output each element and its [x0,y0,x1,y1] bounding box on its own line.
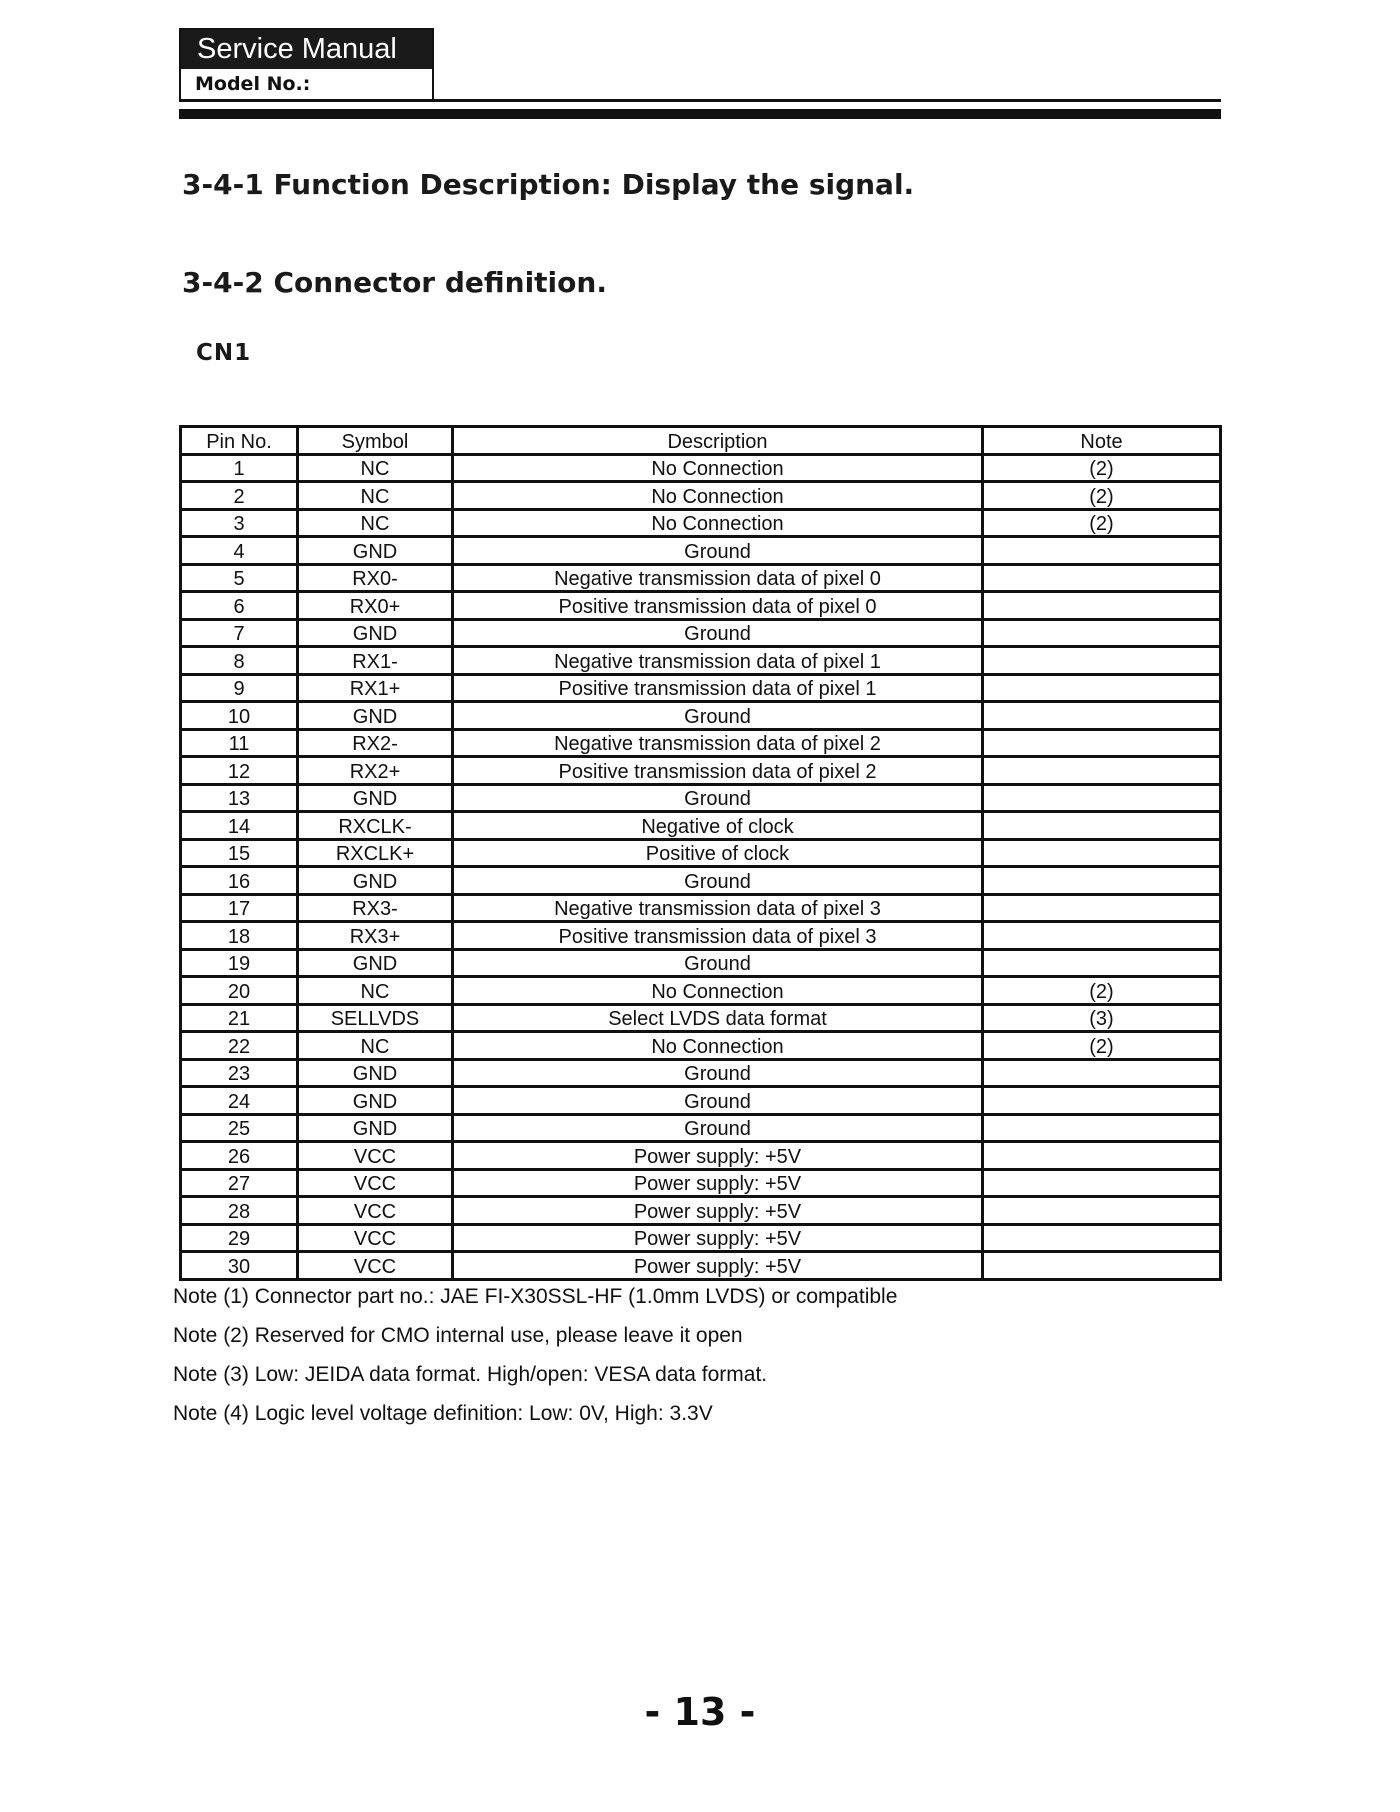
description-cell: Ground [454,1088,984,1116]
note-cell: (2) [984,978,1222,1006]
symbol-cell: NC [299,511,454,539]
note-cell [984,676,1222,704]
description-cell: Negative transmission data of pixel 0 [454,566,984,594]
note-cell [984,1116,1222,1144]
description-cell: Negative transmission data of pixel 1 [454,648,984,676]
table-row [182,1088,1222,1116]
pin-number-cell: 9 [182,676,299,704]
note-cell [984,1226,1222,1254]
table-row [182,1143,1222,1171]
note-line: Note (2) Reserved for CMO internal use, please leave it open [173,1324,743,1347]
symbol-cell: RX1- [299,648,454,676]
symbol-cell: NC [299,978,454,1006]
note-cell: (2) [984,1033,1222,1061]
pin-number-cell: 1 [182,456,299,484]
header-symbol: Symbol [299,428,454,456]
symbol-cell: RXCLK+ [299,841,454,869]
description-cell: Ground [454,951,984,979]
pin-definition-table [179,425,1222,1281]
symbol-cell: GND [299,1088,454,1116]
pin-number-cell: 26 [182,1143,299,1171]
table-row [182,1226,1222,1254]
note-cell [984,648,1222,676]
table-row [182,676,1222,704]
pin-number-cell: 23 [182,1061,299,1089]
note-cell [984,703,1222,731]
note-cell [984,896,1222,924]
connector-definition-heading: 3-4-2 Connector definition. [182,266,607,299]
description-cell: Positive transmission data of pixel 1 [454,676,984,704]
pin-number-cell: 2 [182,483,299,511]
header-pin-no: Pin No. [182,428,299,456]
symbol-cell: GND [299,951,454,979]
description-cell: Power supply: +5V [454,1253,984,1281]
pin-number-cell: 27 [182,1171,299,1199]
pin-number-cell: 4 [182,538,299,566]
pin-number-cell: 14 [182,813,299,841]
description-cell: Positive of clock [454,841,984,869]
symbol-cell: SELLVDS [299,1006,454,1034]
table-row [182,978,1222,1006]
symbol-cell: RX3- [299,896,454,924]
description-cell: Ground [454,621,984,649]
note-cell [984,1198,1222,1226]
description-cell: No Connection [454,978,984,1006]
note-cell [984,1171,1222,1199]
table-row [182,1171,1222,1199]
description-cell: Positive transmission data of pixel 2 [454,758,984,786]
notes-list [173,1283,897,1439]
connector-name: CN1 [196,340,252,366]
symbol-cell: RX2- [299,731,454,759]
note-line: Note (1) Connector part no.: JAE FI-X30SSL-HF (1.0mm LVDS) or compatible [173,1285,898,1308]
description-cell: Positive transmission data of pixel 3 [454,923,984,951]
header-title: Service Manual [181,30,432,69]
table-header-row [182,428,1222,456]
description-cell: Power supply: +5V [454,1143,984,1171]
symbol-cell: GND [299,538,454,566]
pin-number-cell: 5 [182,566,299,594]
description-cell: Ground [454,786,984,814]
note-cell: (2) [984,511,1222,539]
table-row [182,456,1222,484]
table-row [182,1006,1222,1034]
description-cell: Ground [454,868,984,896]
symbol-cell: GND [299,1061,454,1089]
pin-number-cell: 13 [182,786,299,814]
table-row [182,483,1222,511]
note-line: Note (3) Low: JEIDA data format. High/open: VESA data format. [173,1363,768,1386]
table-row [182,758,1222,786]
header-rule-thin [179,99,1221,102]
table-row [182,896,1222,924]
note-cell [984,923,1222,951]
header-box [179,28,434,99]
note-cell [984,1061,1222,1089]
pin-number-cell: 3 [182,511,299,539]
symbol-cell: RX2+ [299,758,454,786]
table-row [182,1198,1222,1226]
pin-number-cell: 6 [182,593,299,621]
pin-number-cell: 24 [182,1088,299,1116]
note-cell [984,731,1222,759]
pin-number-cell: 30 [182,1253,299,1281]
pin-number-cell: 28 [182,1198,299,1226]
pin-number-cell: 15 [182,841,299,869]
description-cell: No Connection [454,456,984,484]
symbol-cell: GND [299,868,454,896]
pin-number-cell: 25 [182,1116,299,1144]
note-cell: (2) [984,483,1222,511]
model-number-label: Model No.: [181,69,432,99]
description-cell: Power supply: +5V [454,1198,984,1226]
symbol-cell: GND [299,621,454,649]
pin-number-cell: 10 [182,703,299,731]
table-row [182,868,1222,896]
symbol-cell: GND [299,1116,454,1144]
symbol-cell: RXCLK- [299,813,454,841]
pin-number-cell: 16 [182,868,299,896]
symbol-cell: GND [299,703,454,731]
note-cell [984,1143,1222,1171]
header-rule-thick [179,109,1221,119]
pin-number-cell: 18 [182,923,299,951]
symbol-cell: VCC [299,1171,454,1199]
description-cell: Negative transmission data of pixel 3 [454,896,984,924]
table-row [182,951,1222,979]
table-row [182,813,1222,841]
description-cell: Ground [454,538,984,566]
note-cell: (3) [984,1006,1222,1034]
description-cell: No Connection [454,483,984,511]
note-cell [984,758,1222,786]
table-row [182,731,1222,759]
note-cell [984,951,1222,979]
table-row [182,566,1222,594]
description-cell: No Connection [454,511,984,539]
table-row [182,593,1222,621]
pin-number-cell: 12 [182,758,299,786]
pin-number-cell: 7 [182,621,299,649]
table-row [182,841,1222,869]
pin-number-cell: 21 [182,1006,299,1034]
description-cell: Positive transmission data of pixel 0 [454,593,984,621]
symbol-cell: VCC [299,1226,454,1254]
description-cell: Power supply: +5V [454,1171,984,1199]
symbol-cell: RX3+ [299,923,454,951]
symbol-cell: GND [299,786,454,814]
pin-number-cell: 20 [182,978,299,1006]
description-cell: Ground [454,703,984,731]
table-row [182,538,1222,566]
table-row [182,1033,1222,1061]
description-cell: Ground [454,1061,984,1089]
note-cell [984,786,1222,814]
note-cell: (2) [984,456,1222,484]
note-cell [984,868,1222,896]
table-row [182,511,1222,539]
header-note: Note [984,428,1222,456]
symbol-cell: VCC [299,1198,454,1226]
description-cell: Ground [454,1116,984,1144]
description-cell: No Connection [454,1033,984,1061]
pin-number-cell: 11 [182,731,299,759]
note-cell [984,621,1222,649]
table-row [182,1253,1222,1281]
symbol-cell: VCC [299,1143,454,1171]
pin-number-cell: 17 [182,896,299,924]
note-cell [984,593,1222,621]
note-cell [984,538,1222,566]
symbol-cell: RX0+ [299,593,454,621]
table-row [182,621,1222,649]
table-row [182,1061,1222,1089]
table-row [182,786,1222,814]
description-cell: Select LVDS data format [454,1006,984,1034]
symbol-cell: RX0- [299,566,454,594]
description-cell: Negative of clock [454,813,984,841]
symbol-cell: RX1+ [299,676,454,704]
symbol-cell: NC [299,456,454,484]
note-cell [984,1088,1222,1116]
note-cell [984,841,1222,869]
note-cell [984,1253,1222,1281]
pin-number-cell: 8 [182,648,299,676]
function-description-heading: 3-4-1 Function Description: Display the signal. [182,168,915,201]
pin-number-cell: 22 [182,1033,299,1061]
table-row [182,923,1222,951]
table-body [182,456,1222,1281]
pin-number-cell: 19 [182,951,299,979]
table-row [182,1116,1222,1144]
description-cell: Negative transmission data of pixel 2 [454,731,984,759]
symbol-cell: NC [299,1033,454,1061]
note-line: Note (4) Logic level voltage definition: Low: 0V, High: 3.3V [173,1402,713,1425]
symbol-cell: VCC [299,1253,454,1281]
table-row [182,648,1222,676]
note-cell [984,813,1222,841]
note-cell [984,566,1222,594]
description-cell: Power supply: +5V [454,1226,984,1254]
pin-number-cell: 29 [182,1226,299,1254]
page-number: - 13 - [644,1690,756,1734]
table-row [182,703,1222,731]
header-description: Description [454,428,984,456]
symbol-cell: NC [299,483,454,511]
